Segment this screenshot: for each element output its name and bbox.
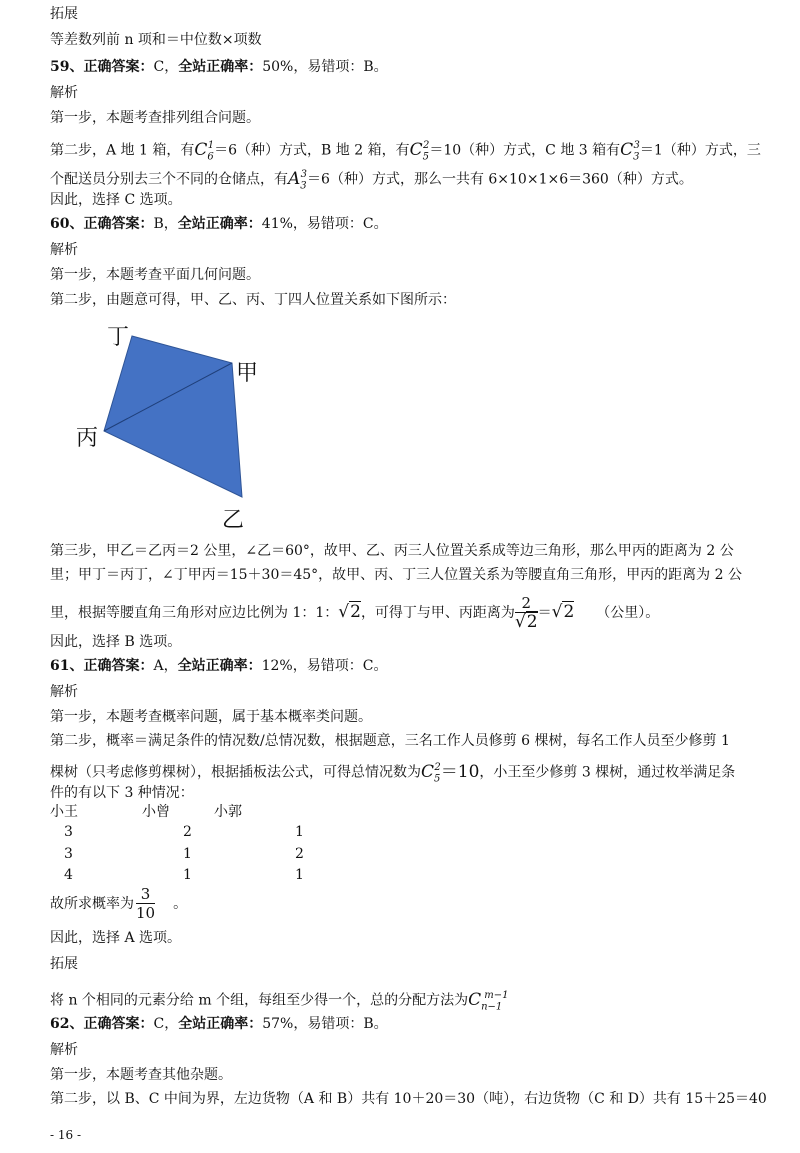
q61-step1: 第一步，本题考查概率问题，属于基本概率类问题。 bbox=[50, 709, 372, 725]
combination-c52-total: $C_5^2=10$ bbox=[421, 761, 480, 785]
combination-c61: $C_6^1$ bbox=[194, 139, 215, 163]
fraction-two-over-sqrt-two: $\frac{2}{√2}$ bbox=[514, 594, 538, 632]
permutation-a33: $A_3^3$ bbox=[288, 168, 308, 192]
q61-header: 61、正确答案：A，全站正确率：12%，易错项：C。 bbox=[50, 658, 388, 674]
table-cell: 3 bbox=[64, 846, 73, 862]
q61-probability: 故所求概率为 $\frac{3}{10}$ 。 bbox=[50, 885, 188, 922]
extension-formula: 等差数列前 n 项和＝中位数×项数 bbox=[50, 32, 262, 48]
table-cell: 4 bbox=[64, 867, 73, 883]
sqrt-two-result: √2 bbox=[551, 602, 575, 622]
q60-step3-line3: 里，根据等腰直角三角形对应边比例为 1：1：√2，可得丁与甲、丙距离为 $\frac{2}{√2}$ ＝√2 （公里）。 bbox=[50, 594, 660, 632]
table-cell: 2 bbox=[183, 824, 192, 840]
table-cell: 1 bbox=[295, 867, 304, 883]
q61-step2-line1: 第二步，概率＝满足条件的情况数/总情况数，根据题意，三名工作人员修剪 6 棵树，每名工作人员至少修剪 1 bbox=[50, 733, 730, 749]
q60-step3-line1: 第三步，甲乙＝乙丙＝2 公里，∠乙＝60°，故甲、乙、丙三人位置关系成等边三角形，那么甲丙的距离为 2 公 bbox=[50, 543, 734, 559]
q59-step2-line1: 第二步，A 地 1 箱，有$C_6^1=6$（种）方式，B 地 2 箱，有$C_5^2=10$（种）方式，C 地 3 箱有$C_3^3=1$（种）方式，三 bbox=[50, 139, 761, 163]
label-ding: 丁 bbox=[107, 325, 130, 350]
quadrilateral-diagram bbox=[0, 0, 800, 560]
extension-heading: 拓展 bbox=[50, 6, 78, 22]
combination-general: $C_{n-1}^{m-1}$ bbox=[468, 989, 509, 1013]
table-cell: 3 bbox=[64, 824, 73, 840]
q60-conclusion: 因此，选择 B 选项。 bbox=[50, 634, 182, 650]
q59-step2-line2: 个配送员分别去三个不同的仓储点，有$A_3^3=6$（种）方式，那么一共有 6×10×1×6＝360（种）方式。 bbox=[50, 168, 693, 192]
q62-step1: 第一步，本题考查其他杂题。 bbox=[50, 1067, 232, 1083]
table-cell: 1 bbox=[183, 867, 192, 883]
page-number: - 16 - bbox=[50, 1128, 82, 1142]
sqrt-two: √2 bbox=[338, 602, 361, 622]
q61-extension-text: 将 n 个相同的元素分给 m 个组，每组至少得一个，总的分配方法为$C_{n-1}^{m-1}$ bbox=[50, 989, 509, 1013]
q60-step3-line2: 里；甲丁＝丙丁，∠丁甲丙＝15＋30＝45°，故甲、丙、丁三人位置关系为等腰直角三角形，甲丙的距离为 2 公 bbox=[50, 567, 742, 583]
table-header-xiaozeng: 小曾 bbox=[142, 804, 170, 820]
q61-step2-line2: 棵树（只考虑修剪棵树），根据插板法公式，可得总情况数为$C_5^2=10$，小王至少修剪 3 棵树，通过枚举满足条 bbox=[50, 761, 736, 785]
q61-analysis-label: 解析 bbox=[50, 684, 78, 700]
q61-step2-line3: 件的有以下 3 种情况： bbox=[50, 785, 194, 801]
combination-c33: $C_3^3$ bbox=[620, 139, 640, 163]
q60-analysis-label: 解析 bbox=[50, 242, 78, 258]
q59-header: 59、正确答案：C，全站正确率：50%，易错项：B。 bbox=[50, 59, 388, 75]
q59-step1: 第一步，本题考查排列组合问题。 bbox=[50, 110, 260, 126]
table-cell: 1 bbox=[295, 824, 304, 840]
combination-c52: $C_5^2$ bbox=[409, 139, 430, 163]
table-header-xiaoguo: 小郭 bbox=[214, 804, 242, 820]
q59-conclusion: 因此，选择 C 选项。 bbox=[50, 192, 182, 208]
q60-step1: 第一步，本题考查平面几何问题。 bbox=[50, 267, 260, 283]
q62-header: 62、正确答案：C，全站正确率：57%，易错项：B。 bbox=[50, 1016, 388, 1032]
q62-step2: 第二步，以 B、C 中间为界，左边货物（A 和 B）共有 10＋20＝30（吨），右边货物（C 和 D）共有 15＋25＝40 bbox=[50, 1091, 767, 1107]
label-yi: 乙 bbox=[222, 508, 245, 533]
label-jia: 甲 bbox=[236, 361, 259, 386]
q59-analysis-label: 解析 bbox=[50, 85, 78, 101]
q62-analysis-label: 解析 bbox=[50, 1042, 78, 1058]
quadrilateral-shape bbox=[104, 336, 242, 497]
table-header-xiaowang: 小王 bbox=[50, 804, 78, 820]
table-cell: 1 bbox=[183, 846, 192, 862]
label-bing: 丙 bbox=[76, 426, 99, 451]
q61-conclusion: 因此，选择 A 选项。 bbox=[50, 930, 182, 946]
table-cell: 2 bbox=[295, 846, 304, 862]
q60-header: 60、正确答案：B，全站正确率：41%，易错项：C。 bbox=[50, 216, 388, 232]
fraction-three-tenths: $\frac{3}{10}$ bbox=[136, 885, 156, 922]
q61-extension-label: 拓展 bbox=[50, 956, 78, 972]
q60-step2: 第二步，由题意可得，甲、乙、丙、丁四人位置关系如下图所示： bbox=[50, 292, 456, 308]
